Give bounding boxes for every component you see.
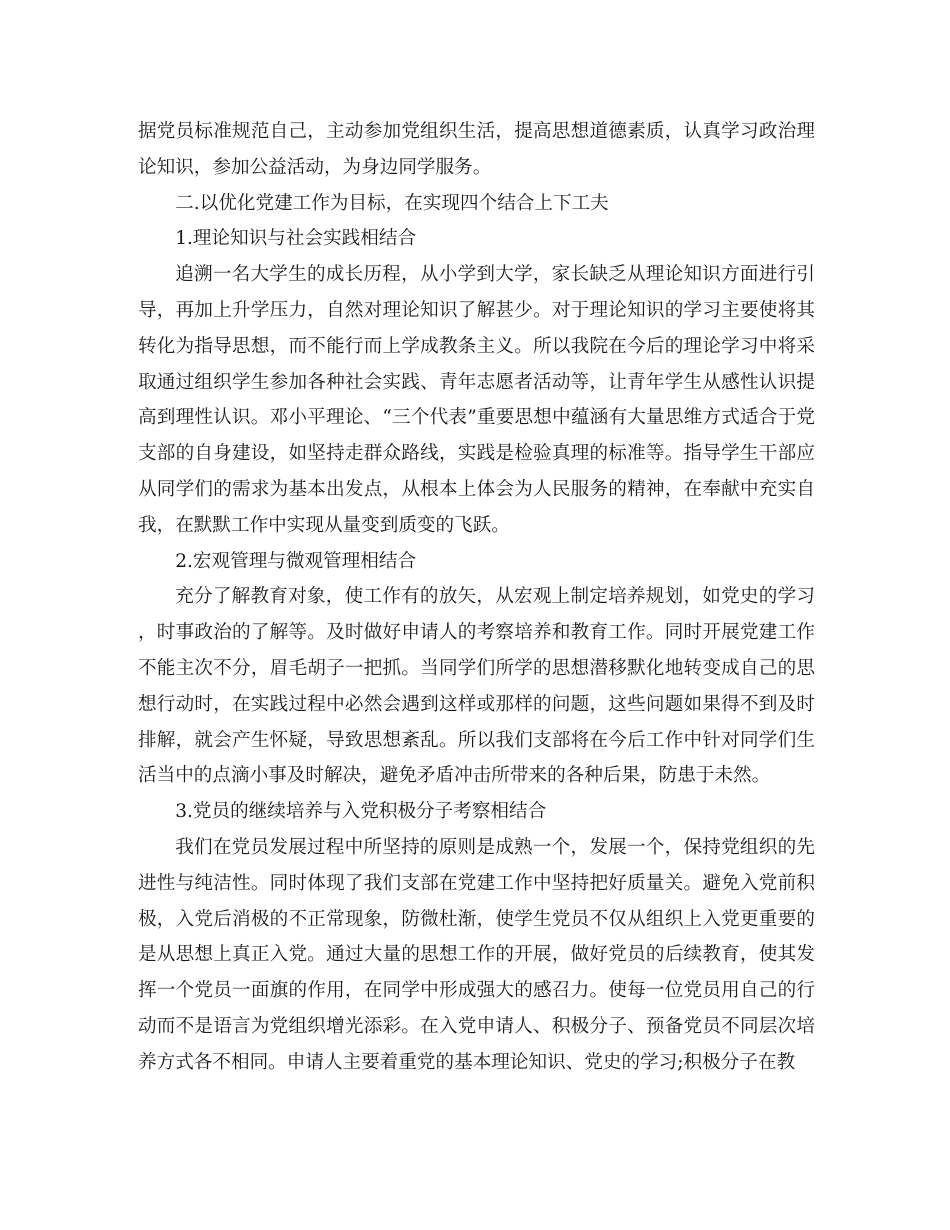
subsection-heading-3: 3.党员的继续培养与入党积极分子考察相结合 (175, 801, 547, 823)
document-body (138, 114, 815, 1081)
subsection-heading-1: 1.理论知识与社会实践相结合 (175, 228, 417, 250)
section-heading-2: 二.以优化党建工作为目标，在实现四个结合上下工夫 (175, 192, 609, 214)
subsection-heading-2: 2.宏观管理与微观管理相结合 (175, 550, 417, 572)
paragraph-continued: 据党员标准规范自己，主动参加党组织生活，提高思想道德素质，认真学习政治理论知识，参加公益活动，为身边同学服务。 (138, 121, 815, 178)
paragraph-macro-micro: 充分了解教育对象，使工作有的放矢，从宏观上制定培养规划，如党史的学习，时事政治的了解等。及时做好申请人的考察培养和教育工作。同时开展党建工作不能主次不分，眉毛胡子一把抓。当同学们所学的思想潜移默化地转变成自己的思想行动时，在实践过程中必然会遇到这样或那样的问题，这些问题如果得不到及时排解，就会产生怀疑，导致思想紊乱。所以我们支部将在今后工作中针对同学们生活当中的点滴小事及时解决，避免矛盾冲击所带来的各种后果，防患于未然。 (138, 586, 815, 787)
paragraph-member-training: 我们在党员发展过程中所坚持的原则是成熟一个，发展一个，保持党组织的先进性与纯洁性。同时体现了我们支部在党建工作中坚持把好质量关。避免入党前积极，入党后消极的不正常现象，防微杜渐，使学生党员不仅从组织上入党更重要的是从思想上真正入党。通过大量的思想工作的开展，做好党员的后续教育，使其发挥一个党员一面旗的作用，在同学中形成强大的感召力。使每一位党员用自己的行动而不是语言为党组织增光添彩。在入党申请人、积极分子、预备党员不同层次培养方式各不相同。申请人主要着重党的基本理论知识、党史的学习;积极分子在教 (138, 836, 815, 1073)
paragraph-theory-practice: 追溯一名大学生的成长历程，从小学到大学，家长缺乏从理论知识方面进行引导，再加上升学压力，自然对理论知识了解甚少。对于理论知识的学习主要使将其转化为指导思想，而不能行而上学成教条主义。所以我院在今后的理论学习中将采取通过组织学生参加各种社会实践、青年志愿者活动等，让青年学生从感性认识提高到理性认识。邓小平理论、“三个代表”重要思想中蕴涵有大量思维方式适合于党支部的自身建设，如坚持走群众路线，实践是检验真理的标准等。指导学生干部应从同学们的需求为基本出发点，从根本上体会为人民服务的精神，在奉献中充实自我，在默默工作中实现从量变到质变的飞跃。 (138, 264, 815, 536)
